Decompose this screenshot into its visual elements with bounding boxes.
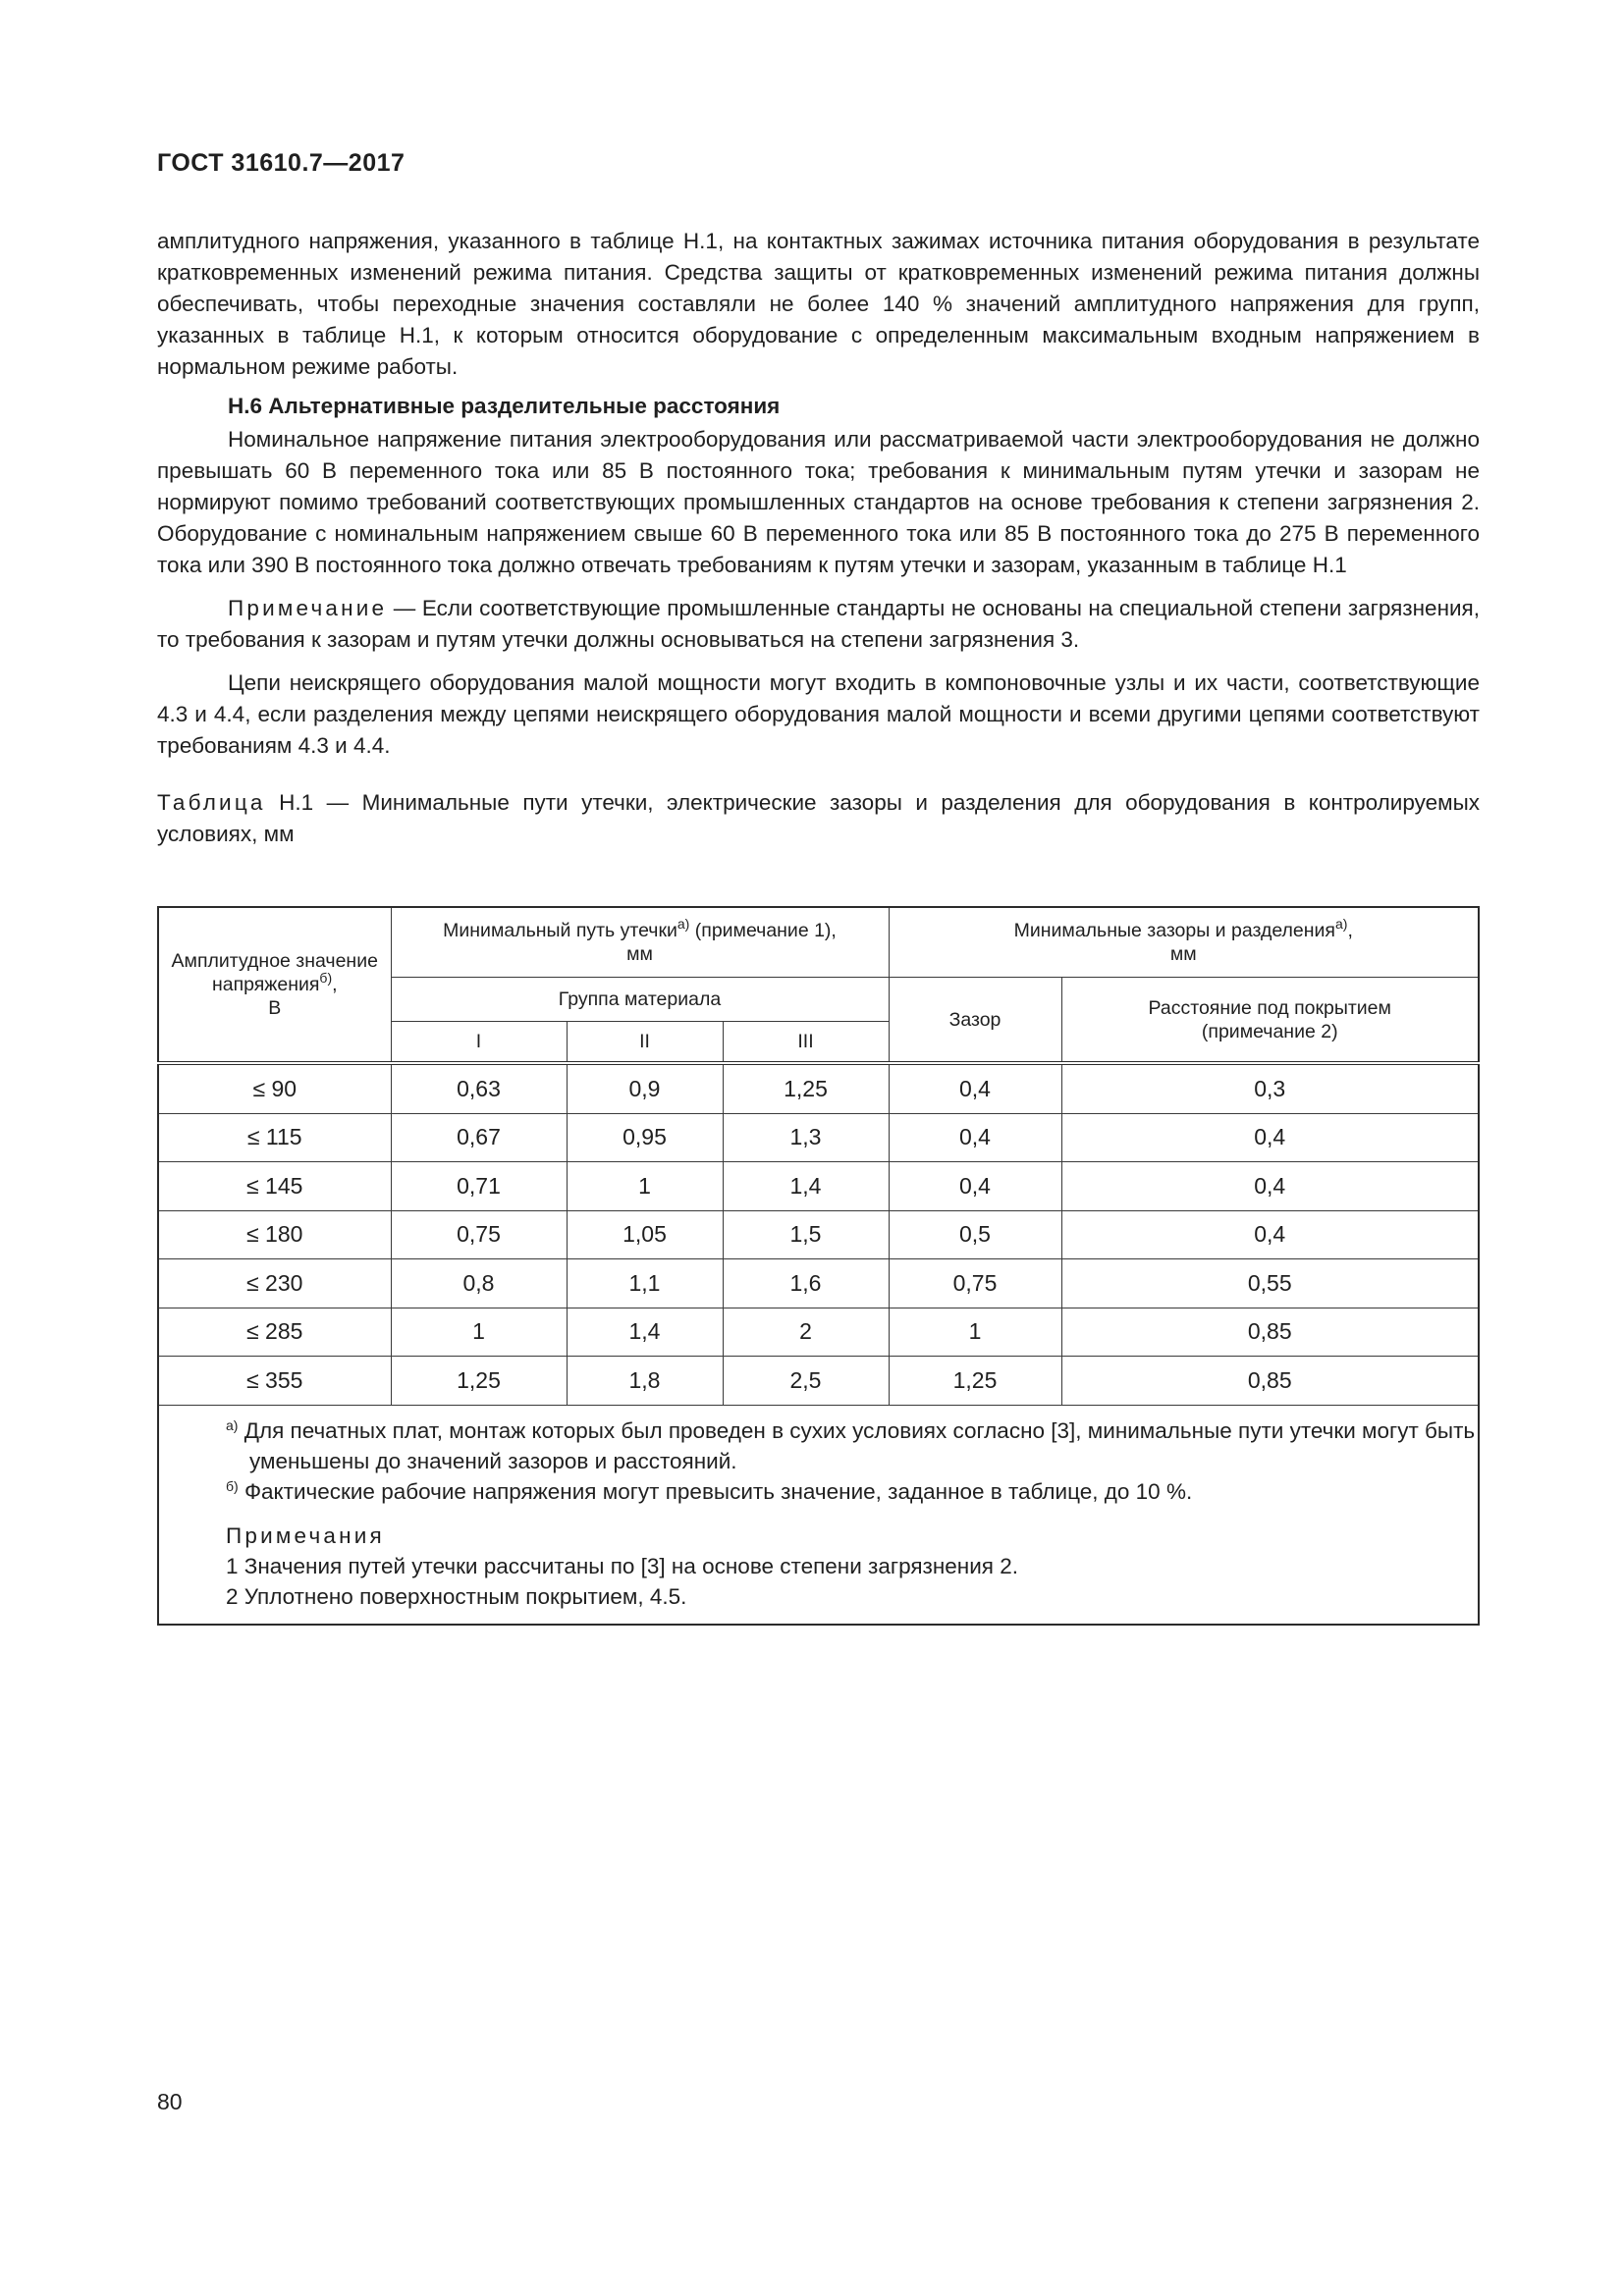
cell-coating: 0,3 bbox=[1061, 1063, 1479, 1113]
creepage-clearance-table bbox=[157, 906, 1480, 1626]
table-caption bbox=[157, 787, 1480, 850]
cell-group-ii: 1,4 bbox=[567, 1308, 723, 1357]
cell-voltage: ≤ 285 bbox=[158, 1308, 391, 1357]
header-group-ii: II bbox=[567, 1022, 723, 1064]
table-footer bbox=[158, 1405, 1479, 1625]
cell-group-i: 1,25 bbox=[391, 1357, 567, 1406]
table-caption-text: H.1 — Минимальные пути утечки, электрические зазоры и разделения для оборудования в контролируемых условиях, мм bbox=[157, 790, 1480, 846]
header-creepage-label: Минимальный путь утечки bbox=[443, 920, 677, 941]
header-material-group: Группа материала bbox=[391, 978, 889, 1022]
header-creepage-note: (примечание 1), bbox=[689, 920, 837, 941]
header-voltage-label: Амплитудное значение напряжения bbox=[171, 950, 378, 995]
intro-paragraph: амплитудного напряжения, указанного в таблице H.1, на контактных зажимах источника питания оборудования в результате кратковременных изменений режима питания. Средства защиты от кратковременных изменений режима питания должны обеспечивать, чтобы переходные значения составляли не более 140 % значений амплитудного напряжения для групп, указанных в таблице H.1, к которым относится оборудование с определенным максимальным входным напряжением в нормальном режиме работы. bbox=[157, 229, 1480, 379]
cell-voltage: ≤ 230 bbox=[158, 1259, 391, 1308]
table-row bbox=[158, 1210, 1479, 1259]
table-footnotes bbox=[158, 1405, 1479, 1625]
header-creepage-sup: а) bbox=[677, 916, 690, 932]
cell-group-iii: 1,3 bbox=[723, 1113, 889, 1162]
header-coating-text: Расстояние под покрытием (примечание 2) bbox=[1148, 996, 1391, 1042]
document-number: ГОСТ 31610.7—2017 bbox=[157, 149, 406, 177]
cell-group-ii: 1,1 bbox=[567, 1259, 723, 1308]
section-note bbox=[157, 593, 1480, 656]
header-clearance-unit: мм bbox=[1169, 943, 1197, 965]
cell-coating: 0,85 bbox=[1061, 1357, 1479, 1406]
cell-group-ii: 0,9 bbox=[567, 1063, 723, 1113]
note-text: — Если соответствующие промышленные стандарты не основаны на специальной степени загрязнения, то требования к зазорам и путям утечки должны основываться на степени загрязнения 3. bbox=[157, 596, 1480, 652]
table-caption-label: Таблица bbox=[157, 790, 266, 815]
note-item-2: 2 Уплотнено поверхностным покрытием, 4.5. bbox=[226, 1583, 687, 1609]
notes-title: Примечания bbox=[226, 1522, 385, 1548]
cell-gap: 1,25 bbox=[889, 1357, 1061, 1406]
document-body bbox=[157, 226, 1480, 850]
footnote-b-text: Фактические рабочие напряжения могут превысить значение, заданное в таблице, до 10 %. bbox=[238, 1478, 1193, 1504]
cell-group-iii: 1,25 bbox=[723, 1063, 889, 1113]
cell-coating: 0,4 bbox=[1061, 1210, 1479, 1259]
table-row bbox=[158, 1063, 1479, 1113]
cell-voltage: ≤ 180 bbox=[158, 1210, 391, 1259]
cell-voltage: ≤ 115 bbox=[158, 1113, 391, 1162]
cell-gap: 1 bbox=[889, 1308, 1061, 1357]
footnote-a-text: Для печатных плат, монтаж которых был проведен в сухих условиях согласно [3], минимальные пути утечки могут быть уменьшены до значений зазоров и расстояний. bbox=[238, 1417, 1476, 1473]
header-voltage-sup: б) bbox=[319, 970, 333, 986]
cell-group-iii: 1,6 bbox=[723, 1259, 889, 1308]
note-label: Примечание bbox=[228, 596, 388, 620]
cell-group-i: 0,71 bbox=[391, 1162, 567, 1211]
cell-group-ii: 1,8 bbox=[567, 1357, 723, 1406]
cell-gap: 0,75 bbox=[889, 1259, 1061, 1308]
cell-voltage: ≤ 90 bbox=[158, 1063, 391, 1113]
note-item-1: 1 Значения путей утечки рассчитаны по [3] на основе степени загрязнения 2. bbox=[226, 1553, 1018, 1578]
cell-group-iii: 1,4 bbox=[723, 1162, 889, 1211]
header-creepage-unit: мм bbox=[626, 943, 653, 965]
header-gap: Зазор bbox=[889, 978, 1061, 1064]
footnote-b bbox=[226, 1476, 1478, 1507]
cell-gap: 0,5 bbox=[889, 1210, 1061, 1259]
header-clearance-sup: а) bbox=[1334, 916, 1348, 932]
footnote-a-mark: а) bbox=[226, 1416, 239, 1433]
page-number: 80 bbox=[157, 2089, 183, 2114]
cell-gap: 0,4 bbox=[889, 1063, 1061, 1113]
cell-coating: 0,4 bbox=[1061, 1162, 1479, 1211]
cell-group-iii: 2,5 bbox=[723, 1357, 889, 1406]
cell-group-iii: 1,5 bbox=[723, 1210, 889, 1259]
table-body bbox=[158, 1063, 1479, 1405]
cell-voltage: ≤ 355 bbox=[158, 1357, 391, 1406]
section-paragraph: Номинальное напряжение питания электрооборудования или рассматриваемой части электрооборудования не должно превышать 60 В переменного тока или 85 В постоянного тока; требования к минимальным путям утечки и зазорам не нормируют помимо требований соответствующих промышленных стандартов на основе требования к степени загрязнения 2. Оборудование с номинальным напряжением свыше 60 В переменного тока или 85 В постоянного тока до 275 В переменного тока или 390 В постоянного тока должно отвечать требованиям к путям утечки и зазорам, указанным в таблице H.1 bbox=[157, 427, 1480, 577]
footnote-b-mark: б) bbox=[226, 1477, 239, 1494]
header-coating bbox=[1061, 978, 1479, 1064]
cell-group-i: 1 bbox=[391, 1308, 567, 1357]
footnote-a bbox=[226, 1415, 1478, 1476]
table-header bbox=[158, 907, 1479, 1063]
cell-gap: 0,4 bbox=[889, 1113, 1061, 1162]
cell-group-i: 0,75 bbox=[391, 1210, 567, 1259]
cell-coating: 0,55 bbox=[1061, 1259, 1479, 1308]
cell-coating: 0,85 bbox=[1061, 1308, 1479, 1357]
table-row bbox=[158, 1357, 1479, 1406]
cell-group-iii: 2 bbox=[723, 1308, 889, 1357]
section-paragraph-2: Цепи неискрящего оборудования малой мощности могут входить в компоновочные узлы и их части, соответствующие 4.3 и 4.4, если разделения между цепями неискрящего оборудования малой мощности и всеми другими цепями соответствуют требованиям 4.3 и 4.4. bbox=[157, 670, 1480, 758]
header-creepage bbox=[391, 907, 889, 978]
header-voltage: Амплитудное значение напряжения$^{б)}$, В bbox=[158, 907, 391, 1063]
header-group-iii: III bbox=[723, 1022, 889, 1064]
cell-voltage: ≤ 145 bbox=[158, 1162, 391, 1211]
section-title: H.6 Альтернативные разделительные расстояния bbox=[228, 394, 781, 418]
table-row bbox=[158, 1162, 1479, 1211]
header-group-i: I bbox=[391, 1022, 567, 1064]
cell-group-ii: 1,05 bbox=[567, 1210, 723, 1259]
cell-group-i: 0,63 bbox=[391, 1063, 567, 1113]
cell-group-i: 0,8 bbox=[391, 1259, 567, 1308]
table-row bbox=[158, 1308, 1479, 1357]
header-clearance-label: Минимальные зазоры и разделения bbox=[1013, 920, 1335, 941]
cell-group-ii: 1 bbox=[567, 1162, 723, 1211]
table-row bbox=[158, 1113, 1479, 1162]
cell-group-ii: 0,95 bbox=[567, 1113, 723, 1162]
cell-gap: 0,4 bbox=[889, 1162, 1061, 1211]
header-clearance: Минимальные зазоры и разделения$^{а)}$, мм bbox=[889, 907, 1479, 978]
cell-group-i: 0,67 bbox=[391, 1113, 567, 1162]
cell-coating: 0,4 bbox=[1061, 1113, 1479, 1162]
header-voltage-unit: В bbox=[268, 997, 282, 1019]
table-row bbox=[158, 1259, 1479, 1308]
